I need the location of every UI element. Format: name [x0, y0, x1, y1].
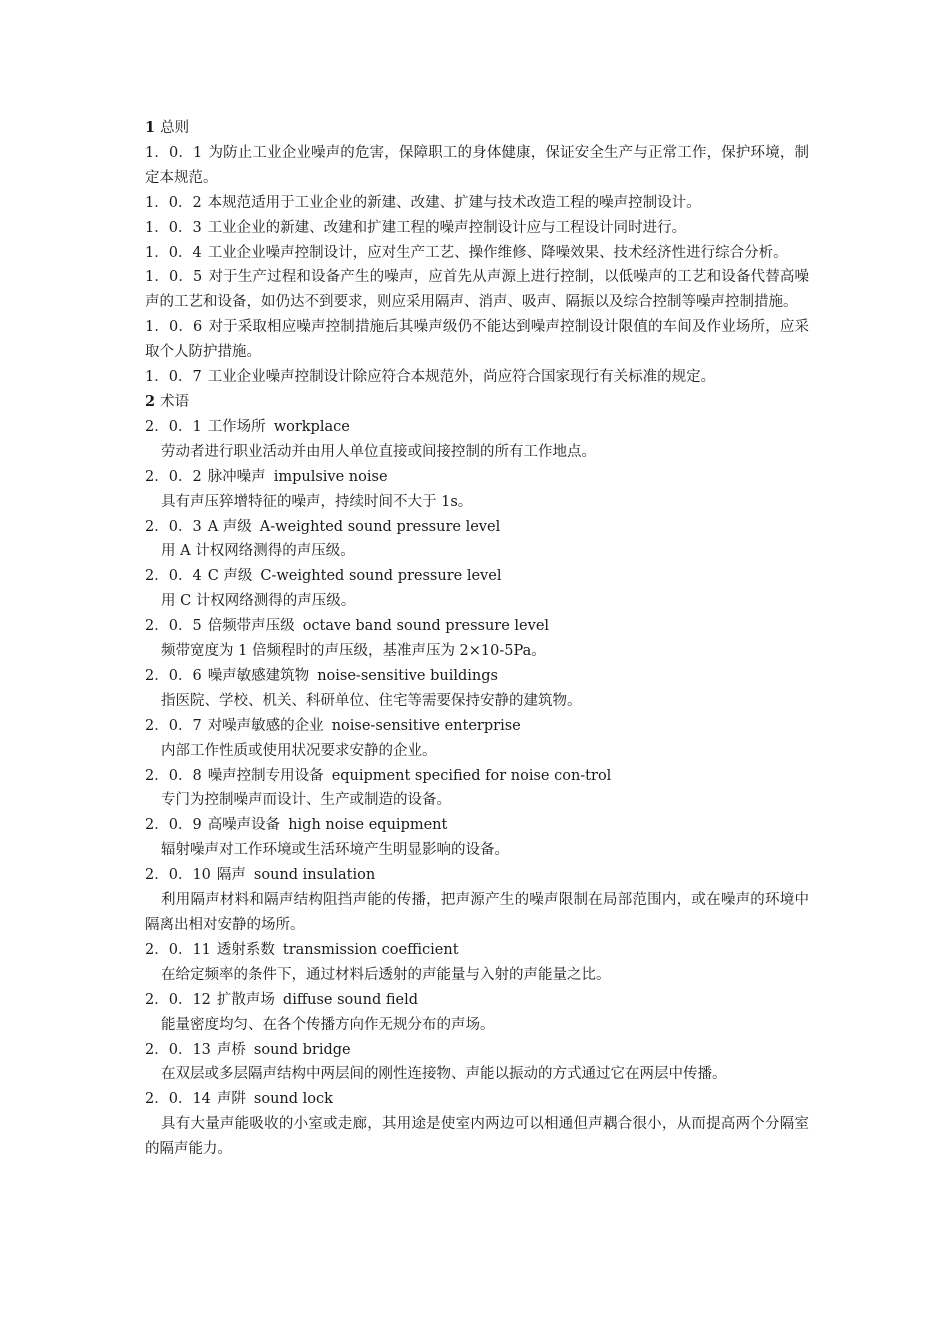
term-chinese: 噪声敏感建筑物 — [207, 667, 310, 684]
term-chinese: 对噪声敏感的企业 — [207, 717, 324, 734]
term-line — [145, 938, 809, 963]
term-number: 2．0．12 — [145, 991, 211, 1008]
clause-number: 1．0．2 — [145, 194, 202, 211]
term-entry — [145, 764, 809, 814]
term-line — [145, 664, 809, 689]
term-english: C-weighted sound pressure level — [260, 568, 502, 585]
section-title: 术语 — [160, 393, 190, 410]
term-definition: 专门为控制噪声而设计、生产或制造的设备。 — [161, 792, 451, 809]
term-english: noise-sensitive enterprise — [331, 717, 521, 734]
clause-number: 1．0．7 — [145, 369, 202, 386]
term-number: 2．0．8 — [145, 767, 202, 784]
term-definition: 内部工作性质或使用状况要求安静的企业。 — [161, 742, 437, 759]
term-definition: 具有声压猝增特征的噪声，持续时间不大于 1s。 — [161, 493, 473, 510]
term-english: sound bridge — [253, 1041, 351, 1058]
term-number: 2．0．9 — [145, 817, 202, 834]
term-definition: 利用隔声材料和隔声结构阻挡声能的传播，把声源产生的噪声限制在局部范围内，或在噪声的环境中隔离出相对安静的场所。 — [145, 892, 809, 933]
section-number: 1 — [145, 119, 156, 136]
clause-number: 1．0．1 — [145, 144, 203, 161]
clause-number: 1．0．4 — [145, 244, 202, 261]
section-terms — [145, 390, 809, 1162]
term-chinese: 工作场所 — [207, 418, 266, 435]
term-chinese: 脉冲噪声 — [207, 468, 266, 485]
term-number: 2．0．1 — [145, 418, 202, 435]
clause — [145, 191, 809, 216]
term-definition: 用 C 计权网络测得的声压级。 — [161, 593, 356, 610]
term-english: A-weighted sound pressure level — [259, 518, 501, 535]
clause-text: 对于生产过程和设备产生的噪声，应首先从声源上进行控制，以低噪声的工艺和设备代替高噪声的工艺和设备，如仍达不到要求，则应采用隔声、消声、吸声、隔振以及综合控制等噪声控制措施。 — [145, 269, 810, 311]
clause-text: 本规范适用于工业企业的新建、改建、扩建与技术改造工程的噪声控制设计。 — [207, 194, 701, 211]
section-heading — [145, 390, 809, 415]
term-number: 2．0．4 — [145, 568, 202, 585]
clause — [145, 241, 809, 266]
term-english: sound lock — [253, 1091, 333, 1108]
term-line — [145, 515, 809, 540]
term-number: 2．0．5 — [145, 618, 202, 635]
section-heading — [145, 116, 809, 141]
term-english: high noise equipment — [288, 817, 448, 834]
term-entry — [145, 614, 809, 664]
clause — [145, 265, 809, 315]
document-page — [145, 116, 809, 1162]
term-english: transmission coefficient — [282, 941, 459, 958]
clause-number: 1．0．5 — [145, 269, 203, 286]
clause-text: 对于采取相应噪声控制措施后其噪声级仍不能达到噪声控制设计限值的车间及作业场所，应采取个人防护措施。 — [145, 319, 810, 361]
term-line — [145, 1038, 809, 1063]
term-entry — [145, 813, 809, 863]
term-english: noise-sensitive buildings — [317, 667, 498, 684]
term-chinese: 隔声 — [216, 867, 246, 884]
term-definition: 在双层或多层隔声结构中两层间的刚性连接物、声能以振动的方式通过它在两层中传播。 — [161, 1066, 727, 1083]
clause-text: 工业企业噪声控制设计除应符合本规范外，尚应符合国家现行有关标准的规定。 — [207, 369, 716, 386]
term-line — [145, 813, 809, 838]
term-definition: 辐射噪声对工作环境或生活环境产生明显影响的设备。 — [161, 842, 509, 859]
term-english: octave band sound pressure level — [302, 618, 550, 635]
clause — [145, 315, 809, 365]
term-line — [145, 863, 809, 888]
term-line — [145, 415, 809, 440]
term-entry — [145, 714, 809, 764]
term-chinese: 高噪声设备 — [207, 817, 281, 834]
term-entry — [145, 1038, 809, 1088]
section-number: 2 — [145, 392, 156, 410]
term-line — [145, 988, 809, 1013]
term-entry — [145, 938, 809, 988]
term-line — [145, 714, 809, 739]
term-line — [145, 1087, 809, 1112]
term-chinese: 倍频带声压级 — [207, 618, 295, 635]
term-number: 2．0．7 — [145, 717, 202, 734]
term-definition: 具有大量声能吸收的小室或走廊，其用途是使室内两边可以相通但声耦合很小，从而提高两个分隔室的隔声能力。 — [145, 1116, 809, 1158]
term-chinese: 声桥 — [216, 1041, 246, 1058]
term-definition: 频带宽度为 1 倍频程时的声压级，基准声压为 2×10-5Pa。 — [161, 643, 546, 660]
term-entry — [145, 664, 809, 714]
clause-number: 1．0．3 — [145, 219, 202, 236]
term-definition: 用 A 计权网络测得的声压级。 — [161, 543, 355, 560]
term-number: 2．0．13 — [145, 1041, 211, 1058]
term-chinese: 声阱 — [216, 1091, 246, 1108]
term-entry — [145, 465, 809, 515]
term-entry — [145, 564, 809, 614]
term-number: 2．0．6 — [145, 667, 202, 684]
term-english: workplace — [273, 418, 350, 435]
term-definition: 劳动者进行职业活动并由用人单位直接或间接控制的所有工作地点。 — [161, 443, 596, 460]
clause-text: 工业企业的新建、改建和扩建工程的噪声控制设计应与工程设计同时进行。 — [207, 219, 687, 236]
term-line — [145, 764, 809, 789]
term-chinese: 噪声控制专用设备 — [207, 767, 324, 784]
term-entry — [145, 1087, 809, 1162]
clause-text: 工业企业噪声控制设计，应对生产工艺、操作维修、降噪效果、技术经济性进行综合分析。 — [207, 244, 788, 261]
section-title: 总则 — [160, 120, 190, 136]
term-english: sound insulation — [253, 867, 376, 884]
term-english: impulsive noise — [273, 468, 388, 485]
term-line — [145, 465, 809, 490]
term-english: diffuse sound field — [282, 991, 419, 1008]
term-definition: 指医院、学校、机关、科研单位、住宅等需要保持安静的建筑物。 — [161, 692, 582, 709]
term-english: equipment specified for noise con-trol — [331, 767, 612, 784]
clause — [145, 141, 809, 191]
term-definition: 在给定频率的条件下，通过材料后透射的声能量与入射的声能量之比。 — [161, 966, 611, 983]
term-chinese: 透射系数 — [216, 941, 275, 958]
term-line — [145, 614, 809, 639]
term-entry — [145, 415, 809, 465]
term-number: 2．0．10 — [145, 867, 211, 884]
term-chinese: C 声级 — [207, 568, 253, 585]
term-chinese: 扩散声场 — [216, 991, 275, 1008]
term-entry — [145, 515, 809, 565]
clause — [145, 216, 809, 241]
term-number: 2．0．3 — [145, 518, 202, 535]
term-line — [145, 564, 809, 589]
term-entry — [145, 863, 809, 938]
clause-text: 为防止工业企业噪声的危害，保障职工的身体健康，保证安全生产与正常工作，保护环境，制定本规范。 — [145, 144, 810, 186]
term-number: 2．0．11 — [145, 941, 211, 958]
clause — [145, 365, 809, 390]
term-entry — [145, 988, 809, 1038]
section-general — [145, 116, 809, 390]
clause-number: 1．0．6 — [145, 319, 203, 336]
term-number: 2．0．2 — [145, 468, 202, 485]
term-definition: 能量密度均匀、在各个传播方向作无规分布的声场。 — [161, 1016, 495, 1033]
term-chinese: A 声级 — [207, 518, 252, 535]
term-number: 2．0．14 — [145, 1091, 211, 1108]
